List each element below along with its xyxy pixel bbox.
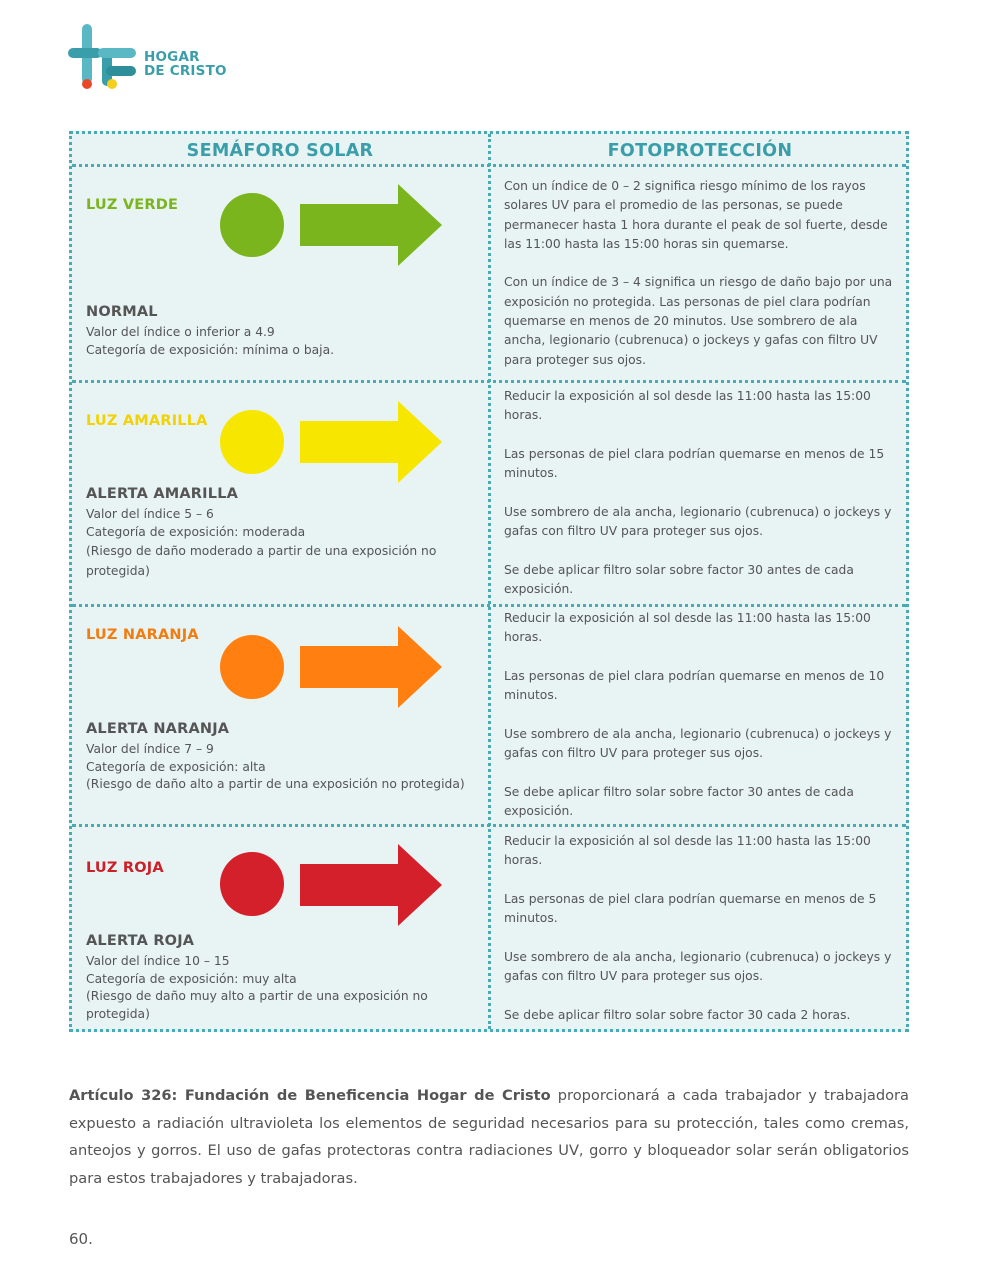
light-label: LUZ ROJA (86, 860, 164, 876)
logo-line-1: HOGAR (144, 49, 200, 65)
alert-title: ALERTA AMARILLA (86, 486, 239, 502)
index-description (86, 953, 476, 1023)
orange-arrow-icon (300, 626, 442, 708)
page-number: 60. (69, 1230, 93, 1248)
light-label: LUZ VERDE (86, 197, 179, 213)
row-luz-naranja (72, 607, 909, 824)
alert-title: ALERTA NARANJA (86, 721, 230, 737)
desc-line: Valor del índice 5 – 6 (86, 507, 214, 521)
row-luz-amarilla (72, 383, 909, 604)
desc-line: (Riesgo de daño moderado a partir de una exposición no protegida) (86, 544, 437, 578)
desc-line: Categoría de exposición: mínima o baja. (86, 342, 335, 357)
desc-line: Valor del índice 7 – 9 (86, 742, 214, 756)
desc-line: Categoría de exposición: moderada (86, 524, 306, 539)
desc-line: (Riesgo de daño alto a partir de una exposición no protegida) (86, 777, 465, 791)
index-description (86, 324, 476, 359)
photo-paragraph: Reducir la exposición al sol desde las 11:00 hasta las 15:00 horas. (504, 834, 871, 868)
index-description (86, 506, 476, 581)
row-luz-roja (72, 827, 909, 1032)
article-heading: Artículo 326: Fundación de Beneficencia Hogar de Cristo (69, 1087, 551, 1104)
photo-paragraph: Reducir la exposición al sol desde las 11:00 hasta las 15:00 horas. (504, 611, 871, 645)
photo-paragraph: Use sombrero de ala ancha, legionario (cubrenuca) o jockeys y gafas con filtro UV para proteger sus ojos. (504, 504, 892, 539)
light-label: LUZ NARANJA (86, 627, 199, 643)
alert-title: ALERTA ROJA (86, 933, 195, 949)
light-label: LUZ AMARILLA (86, 413, 208, 429)
header-fotoproteccion: FOTOPROTECCIÓN (607, 141, 793, 161)
photoprotection-text (504, 832, 896, 1025)
photo-paragraph: Las personas de piel clara podrían quemarse en menos de 15 minutos. (504, 446, 885, 481)
yellow-light-circle (220, 410, 284, 474)
photoprotection-text (504, 177, 896, 370)
logo-cross-icon (68, 22, 144, 94)
solar-traffic-light-table (69, 131, 909, 1032)
hogar-de-cristo-logo (68, 22, 238, 94)
article-body: proporcionará a cada trabajador y trabajadora expuesto a radiación ultravioleta los elementos de seguridad necesarios para su protección, tales como cremas, anteojos y gorros. El uso de gafas protectoras contra radiaciones UV, gorro y bloqueador solar serán obligatorios para estos trabajadores y trabajadoras. (69, 1087, 909, 1187)
desc-line: Valor del índice o inferior a 4.9 (86, 325, 275, 339)
index-description (86, 741, 476, 794)
alert-title: NORMAL (86, 304, 158, 320)
photo-paragraph: Se debe aplicar filtro solar sobre factor 30 antes de cada exposición. (504, 784, 854, 818)
photo-paragraph: Reducir la exposición al sol desde las 11:00 hasta las 15:00 horas. (504, 389, 871, 423)
red-light-circle (220, 852, 284, 916)
red-arrow-icon (300, 844, 442, 926)
logo-line-2: DE CRISTO (144, 63, 227, 79)
photo-paragraph: Con un índice de 0 – 2 significa riesgo mínimo de los rayos solares UV para el promedio de las personas, se puede permanecer hasta 1 hora durante el peak de sol fuerte, desde las 11:00 hasta las 15:00 horas sin quemarse. (504, 179, 888, 251)
green-arrow-icon (300, 184, 442, 266)
desc-line: Categoría de exposición: muy alta (86, 971, 297, 986)
yellow-arrow-icon (300, 401, 442, 483)
header-semaforo-solar: SEMÁFORO SOLAR (186, 141, 374, 161)
desc-line: (Riesgo de daño muy alto a partir de una exposición no protegida) (86, 989, 428, 1021)
photoprotection-text (504, 609, 896, 821)
photo-paragraph: Se debe aplicar filtro solar sobre factor 30 antes de cada exposición. (504, 562, 854, 596)
photo-paragraph: Se debe aplicar filtro solar sobre factor 30 cada 2 horas. (504, 1007, 851, 1022)
photo-paragraph: Con un índice de 3 – 4 significa un riesgo de daño bajo por una exposición no protegida. Las personas de piel clara podrían quemarse en menos de 20 minutos. Use sombrero de ala ancha, legionario (cubrenuca) o jockeys y gafas con filtro UV para proteger sus ojos. (504, 275, 893, 367)
desc-line: Valor del índice 10 – 15 (86, 954, 230, 968)
orange-light-circle (220, 635, 284, 699)
desc-line: Categoría de exposición: alta (86, 759, 266, 774)
row-luz-verde (72, 167, 909, 380)
photo-paragraph: Las personas de piel clara podrían quemarse en menos de 5 minutos. (504, 891, 877, 926)
photo-paragraph: Use sombrero de ala ancha, legionario (cubrenuca) o jockeys y gafas con filtro UV para proteger sus ojos. (504, 726, 892, 761)
green-light-circle (220, 193, 284, 257)
photo-paragraph: Las personas de piel clara podrían quemarse en menos de 10 minutos. (504, 668, 885, 703)
article-326-paragraph (69, 1082, 909, 1192)
photo-paragraph: Use sombrero de ala ancha, legionario (cubrenuca) o jockeys y gafas con filtro UV para proteger sus ojos. (504, 949, 892, 984)
photoprotection-text (504, 387, 896, 599)
